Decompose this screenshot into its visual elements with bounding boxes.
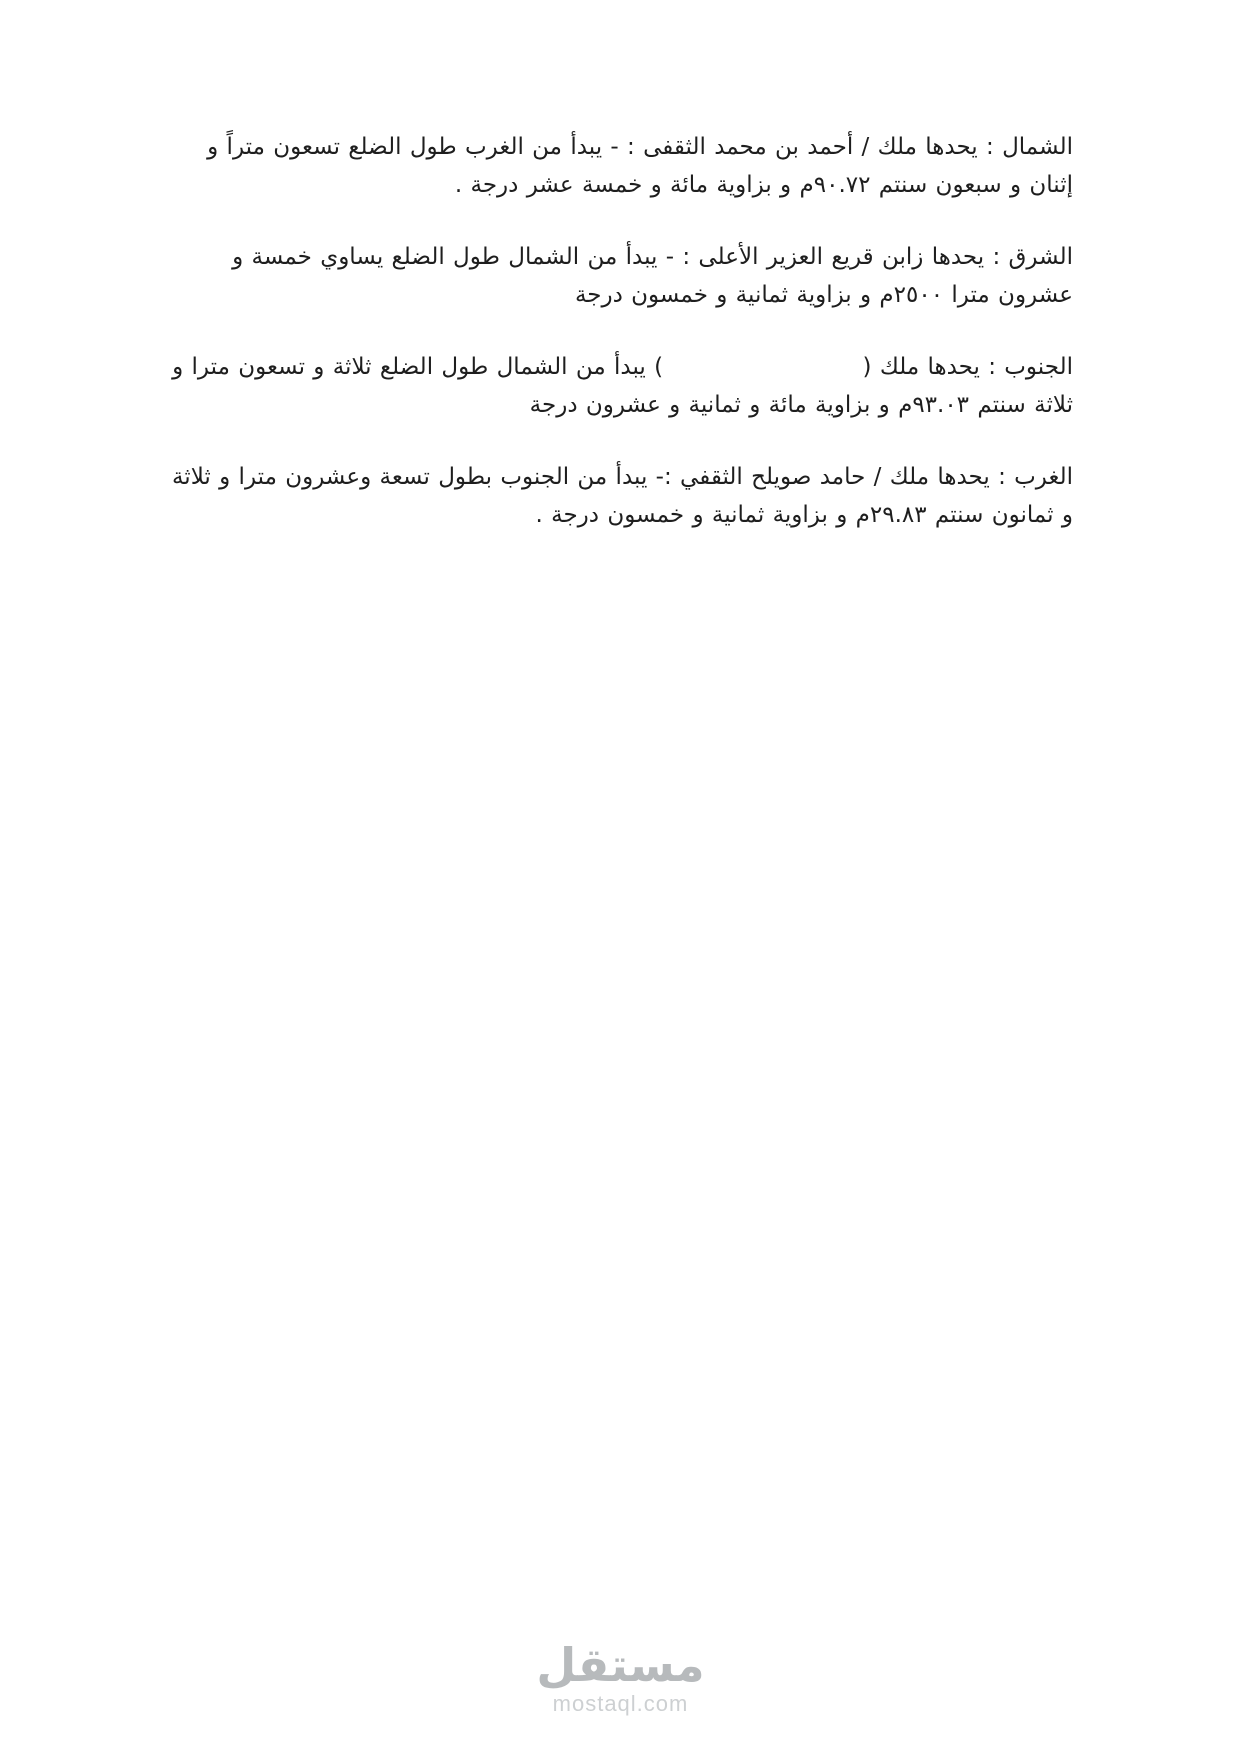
paragraph-north-boundary: الشمال : يحدها ملك / أحمد بن محمد الثقفى : - يبدأ من الغرب طول الضلع تسعون متراً و إثنان و سبعون سنتم ٩٠.٧٢م و بزاوية مائة و خمسة عشر درجة . — [207, 134, 1073, 198]
paragraph-west-boundary: الغرب : يحدها ملك / حامد صويلح الثقفي :- يبدأ من الجنوب بطول تسعة وعشرون مترا و ثلاثة و ثمانون سنتم ٢٩.٨٣م و بزاوية ثمانية و خمسون درجة . — [171, 464, 1073, 528]
mostaql-logo: مستقل — [536, 1638, 705, 1692]
watermark — [0, 1638, 1241, 1717]
document-body — [168, 128, 1073, 568]
paragraph-east-boundary: الشرق : يحدها زابن قريع العزير الأعلى : - يبدأ من الشمال طول الضلع يساوي خمسة و عشرون مترا ٢٥٠٠م و بزاوية ثمانية و خمسون درجة — [232, 244, 1073, 308]
watermark-site-text: mostaql.com — [552, 1691, 689, 1716]
paragraph-south-boundary: الجنوب : يحدها ملك ( ) يبدأ من الشمال طول الضلع ثلاثة و تسعون مترا و ثلاثة سنتم ٩٣.٠٣م و بزاوية مائة و ثمانية و عشرون درجة — [172, 354, 1073, 418]
